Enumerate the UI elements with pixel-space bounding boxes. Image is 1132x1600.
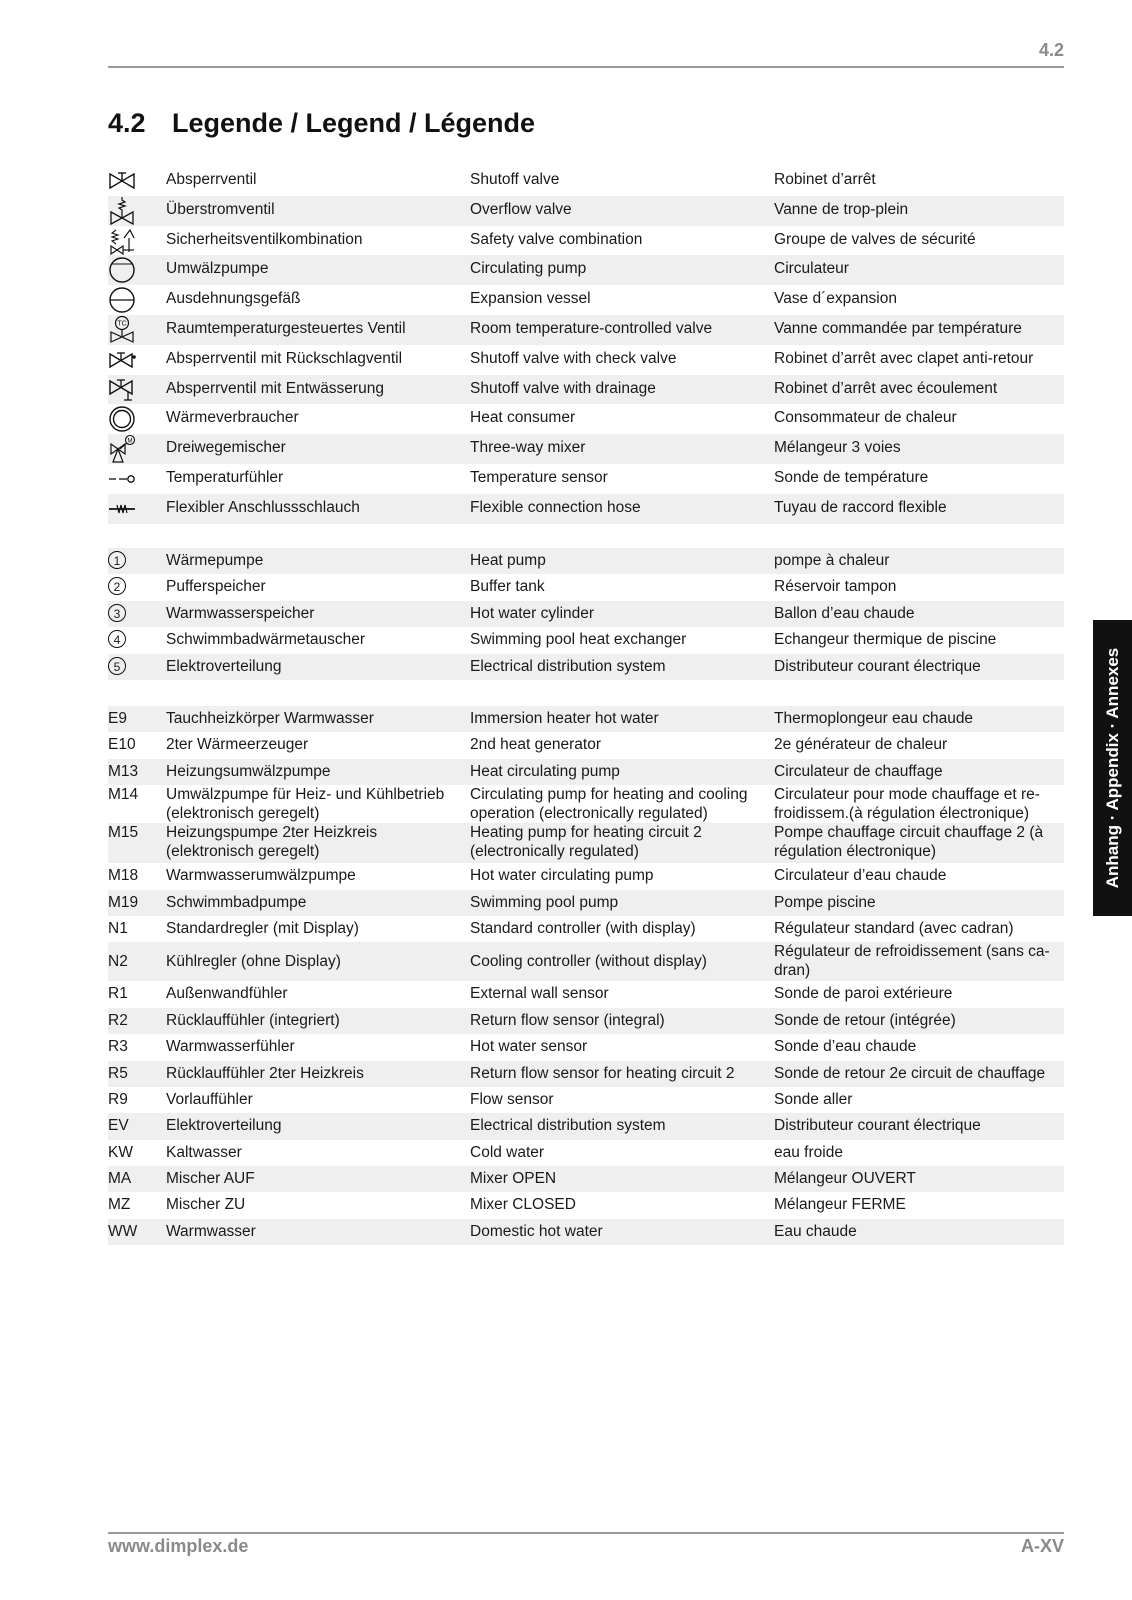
legend-text-de: Raumtemperaturgesteuertes Ventil [166,319,406,337]
legend-text-de: Sicherheitsventilkombination [166,230,363,248]
symbol-row [108,226,1064,256]
code-row [108,759,1064,785]
symbol-row [108,166,1064,196]
component-number-badge [108,551,164,571]
legend-text-fr: Vase d´expansion [774,290,897,308]
component-row [108,574,1064,600]
legend-code: M15 [108,824,139,842]
legend-code: R2 [108,1011,128,1029]
symbol-row [108,196,1064,226]
legend-text-fr: Echangeur thermique de piscine [774,631,997,649]
legend-text-fr: Groupe de valves de sécurité [774,230,976,248]
legend-text-fr: Robinet d’arrêt [774,171,876,188]
legend-text-de: Ausdehnungsgefäß [166,290,301,308]
svg-text:M: M [127,438,133,445]
legend-text-en: Heating pump for heating circuit 2 (electronically regulated) [470,824,702,861]
symbol-row [108,345,1064,375]
symbol-row [108,434,1064,464]
legend-text-en: Temperature sensor [470,468,608,486]
legend-text-en: Flexible connection hose [470,498,641,516]
legend-code: EV [108,1117,129,1135]
check-valve-icon [108,345,164,375]
header-rule [108,66,1064,68]
component-row [108,627,1064,653]
legend-code: N1 [108,919,128,937]
legend-text-fr: Robinet d’arrêt avec clapet anti-retour [774,349,1034,367]
legend-text-de: Umwälzpumpe für Heiz- und Kühlbetrieb (elektronisch geregelt) [166,786,445,823]
drainage-valve-icon [108,375,164,405]
legend-text-en: Circulating pump for heating and cooling operation (electronically regulated) [470,786,748,823]
legend-code: M14 [108,786,139,804]
legend-text-fr: Sonde d’eau chaude [774,1038,917,1056]
component-row [108,548,1064,574]
legend-text-de: Temperaturfühler [166,468,284,486]
legend-text-en: 2nd heat generator [470,736,601,754]
symbols-legend [108,166,1064,524]
side-tab-label: Anhang · Appendix · Annexes [1102,647,1122,889]
legend-text-fr: Distributeur courant électrique [774,1117,981,1135]
code-row [108,981,1064,1007]
overflow-valve-icon [108,196,164,226]
legend-text-de: Warmwasser [166,1222,256,1240]
legend-text-de: Heizungspumpe 2ter Heizkreis (elektronisch geregelt) [166,824,378,861]
legend-text-fr: Réservoir tampon [774,578,897,596]
circled-number: 4 [108,630,126,648]
legend-text-en: Shutoff valve [470,171,560,188]
legend-text-en: Hot water cylinder [470,604,595,622]
legend-code: MA [108,1170,132,1188]
legend-text-fr: Régulateur de refroidissement (sans ca-dran) [774,943,1050,980]
code-row [108,1192,1064,1218]
legend-text-de: Elektroverteilung [166,657,282,675]
legend-text-de: Außenwandfühler [166,985,288,1003]
code-row [108,823,1064,863]
legend-text-en: Three-way mixer [470,439,586,457]
legend-text-fr: Sonde aller [774,1090,853,1108]
legend-text-de: Flexibler Anschlussschlauch [166,498,360,516]
legend-text-de: Tauchheizkörper Warmwasser [166,710,374,727]
header-section-number: 4.2 [1038,40,1064,60]
legend-text-de: Mischer ZU [166,1196,246,1214]
legend-code: R3 [108,1038,128,1056]
legend-text-en: Circulating pump [470,260,587,278]
legend-text-de: Mischer AUF [166,1170,255,1188]
legend-code: KW [108,1143,133,1161]
legend-text-fr: Sonde de paroi extérieure [774,985,953,1003]
legend-text-en: Return flow sensor for heating circuit 2 [470,1064,735,1082]
legend-text-de: Kaltwasser [166,1143,242,1161]
legend-text-en: Mixer OPEN [470,1170,557,1188]
legend-text-fr: Circulateur [774,260,849,278]
legend-text-fr: Sonde de retour 2e circuit de chauffage [774,1064,1046,1082]
legend-text-fr: Sonde de température [774,468,929,486]
symbol-row [108,464,1064,494]
expansion-vessel-icon [108,285,164,315]
component-number-badge [108,657,164,677]
legend-code: N2 [108,953,128,971]
code-row [108,785,1064,823]
legend-text-fr: pompe à chaleur [774,552,890,569]
circulating-pump-icon [108,255,164,285]
temperature-sensor-icon [108,464,164,494]
legend-text-de: Wärmeverbraucher [166,409,299,427]
legend-text-en: Cold water [470,1143,545,1161]
heat-consumer-icon [108,404,164,434]
legend-text-en: Mixer CLOSED [470,1196,576,1214]
component-number-badge [108,577,164,597]
legend-text-fr: Mélangeur FERME [774,1196,906,1214]
side-tab [1093,620,1132,916]
legend-text-de: Rücklauffühler 2ter Heizkreis [166,1064,364,1082]
legend-code: M18 [108,867,139,885]
symbol-row [108,285,1064,315]
code-row [108,1166,1064,1192]
legend-text-fr: Mélangeur OUVERT [774,1170,916,1188]
code-row [108,732,1064,758]
legend-text-de: Standardregler (mit Display) [166,919,359,937]
circled-number: 1 [108,551,126,569]
thermostatic-valve-icon [108,315,164,345]
legend-text-en: Buffer tank [470,578,545,596]
legend-text-fr: Vanne commandée par température [774,319,1022,337]
code-row [108,1034,1064,1060]
code-row [108,942,1064,981]
legend-text-en: Return flow sensor (integral) [470,1011,665,1029]
legend-text-de: Warmwasserumwälzpumpe [166,867,356,885]
legend-text-en: Safety valve combination [470,230,643,248]
code-row [108,1061,1064,1087]
components-legend [108,548,1064,680]
legend-text-en: Domestic hot water [470,1222,603,1240]
component-row [108,601,1064,627]
legend-text-fr: Eau chaude [774,1222,857,1240]
legend-text-fr: Pompe piscine [774,893,876,911]
legend-text-de: Warmwasserspeicher [166,604,315,622]
legend-text-en: Heat circulating pump [470,762,620,780]
legend-text-fr: Tuyau de raccord flexible [774,498,947,516]
circled-number: 5 [108,657,126,675]
legend-code: MZ [108,1196,131,1214]
shutoff-valve-icon [108,166,164,196]
code-row [108,1219,1064,1245]
code-row [108,890,1064,916]
symbol-row [108,255,1064,285]
svg-text:TC: TC [117,320,127,328]
component-number-badge [108,630,164,650]
legend-text-fr: Thermoplongeur eau chaude [774,710,974,727]
title-number: 4.2 [108,108,146,138]
legend-text-fr: Ballon d’eau chaude [774,604,915,622]
legend-text-de: Kühlregler (ohne Display) [166,953,341,971]
legend-text-en: Hot water circulating pump [470,867,654,885]
legend-text-en: Expansion vessel [470,290,591,308]
legend-text-de: Umwälzpumpe [166,260,269,278]
legend-text-en: Hot water sensor [470,1038,588,1056]
legend-text-en: Heat pump [470,552,546,569]
code-row [108,916,1064,942]
legend-code: E9 [108,710,127,727]
legend-text-de: Schwimmbadpumpe [166,893,307,911]
legend-text-fr: Circulateur d’eau chaude [774,867,947,885]
legend-text-en: Shutoff valve with check valve [470,349,677,367]
legend-text-de: Vorlauffühler [166,1090,253,1108]
legend-code: R5 [108,1064,128,1082]
code-row [108,863,1064,889]
legend-text-de: Überstromventil [166,200,275,218]
legend-text-en: Standard controller (with display) [470,919,696,937]
legend-text-fr: Mélangeur 3 voies [774,439,901,457]
legend-text-en: Swimming pool heat exchanger [470,631,687,649]
legend-text-en: Cooling controller (without display) [470,953,707,971]
footer-website: www.dimplex.de [108,1536,249,1556]
code-row [108,706,1064,732]
legend-text-de: Absperrventil [166,171,257,188]
legend-text-en: Electrical distribution system [470,1117,666,1135]
legend-text-de: 2ter Wärmeerzeuger [166,736,309,754]
legend-text-fr: Circulateur pour mode chauffage et re-froidissem.(à régulation électronique) [774,786,1040,823]
legend-text-en: Flow sensor [470,1090,554,1108]
legend-code: R9 [108,1090,128,1108]
legend-code: WW [108,1222,138,1240]
legend-text-en: External wall sensor [470,985,609,1003]
legend-text-fr: 2e générateur de chaleur [774,736,948,754]
symbol-row [108,315,1064,345]
legend-text-en: Heat consumer [470,409,576,427]
title-text: Legende / Legend / Légende [172,108,536,138]
code-row [108,1113,1064,1139]
legend-text-de: Pufferspeicher [166,578,266,596]
three-way-mixer-icon [108,434,164,464]
legend-text-en: Electrical distribution system [470,657,666,675]
legend-text-fr: Robinet d’arrêt avec écoulement [774,379,998,397]
legend-text-en: Shutoff valve with drainage [470,379,656,397]
legend-text-fr: Distributeur courant électrique [774,657,981,675]
legend-text-fr: eau froide [774,1143,843,1161]
legend-text-fr: Sonde de retour (intégrée) [774,1011,956,1029]
circled-number: 2 [108,577,126,595]
legend-code: E10 [108,736,136,754]
legend-code: M13 [108,762,139,780]
component-number-badge [108,604,164,624]
code-row [108,1087,1064,1113]
legend-text-de: Wärmepumpe [166,552,264,569]
legend-text-de: Elektroverteilung [166,1117,282,1135]
code-row [108,1008,1064,1034]
legend-text-fr: Consommateur de chaleur [774,409,957,427]
legend-text-de: Rücklauffühler (integriert) [166,1011,340,1029]
legend-code: R1 [108,985,128,1003]
legend-text-en: Swimming pool pump [470,893,619,911]
page-title [108,108,535,139]
legend-text-de: Schwimmbadwärmetauscher [166,631,365,649]
legend-text-en: Overflow valve [470,200,572,218]
symbol-row [108,404,1064,434]
legend-text-de: Heizungsumwälzpumpe [166,762,331,780]
circled-number: 3 [108,604,126,622]
legend-text-fr: Circulateur de chauffage [774,762,943,780]
component-row [108,654,1064,680]
symbol-row [108,375,1064,405]
legend-text-fr: Vanne de trop-plein [774,200,909,218]
legend-text-en: Room temperature-controlled valve [470,319,713,337]
legend-text-fr: Régulateur standard (avec cadran) [774,919,1014,937]
safety-valve-combination-icon [108,226,164,256]
footer-page-number: A-XV [1020,1536,1064,1556]
legend-text-de: Dreiwegemischer [166,439,286,457]
codes-legend [108,706,1064,1245]
legend-text-en: Immersion heater hot water [470,710,659,727]
legend-code: M19 [108,893,139,911]
code-row [108,1140,1064,1166]
footer-rule [108,1532,1064,1534]
legend-text-de: Warmwasserfühler [166,1038,295,1056]
legend-text-de: Absperrventil mit Rückschlagventil [166,349,403,367]
legend-text-fr: Pompe chauffage circuit chauffage 2 (à régulation électronique) [774,824,1044,861]
symbol-row [108,494,1064,524]
flexible-hose-icon [108,494,164,524]
legend-text-de: Absperrventil mit Entwässerung [166,379,384,397]
